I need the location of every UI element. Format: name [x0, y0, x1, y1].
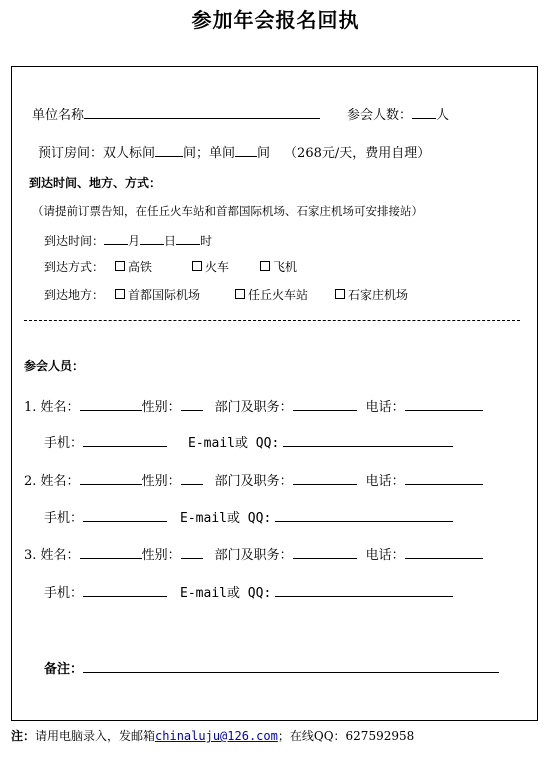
footer-qq: ；在线QQ：627592958 — [277, 729, 415, 743]
method-option-label: 飞机 — [273, 260, 298, 274]
dept-label: 部门及职务： — [214, 548, 293, 563]
room-row — [38, 144, 430, 162]
attendee-count-field[interactable] — [412, 106, 436, 119]
arrival-month-field[interactable] — [104, 232, 128, 245]
method-option-label: 高铁 — [128, 260, 153, 274]
gender-field[interactable] — [181, 398, 203, 411]
dept-label: 部门及职务： — [214, 474, 293, 489]
dept-field[interactable] — [293, 546, 357, 559]
mobile-label: 手机： — [44, 586, 84, 601]
dept-label: 部门及职务： — [214, 400, 293, 415]
arrival-time-row — [44, 232, 212, 249]
phone-field[interactable] — [405, 472, 483, 485]
unit-label: 单位名称 — [32, 108, 85, 123]
place-option-label: 任丘火车站 — [248, 288, 309, 302]
arrival-hour-field[interactable] — [176, 232, 200, 245]
mobile-field[interactable] — [83, 584, 167, 597]
unit-row — [32, 106, 320, 124]
phone-label: 电话： — [365, 400, 405, 415]
page-title: 参加年会报名回执 — [191, 8, 360, 32]
name-field[interactable] — [80, 546, 142, 559]
checkbox-plane[interactable] — [260, 261, 270, 271]
single-room-field[interactable] — [235, 144, 257, 157]
method-option-train[interactable] — [192, 260, 229, 275]
email-link[interactable]: chinaluju@126.com — [155, 729, 278, 743]
attendee-3-contact — [44, 584, 453, 602]
hour-label: 时 — [200, 234, 213, 248]
remarks-field[interactable] — [83, 660, 499, 673]
dept-field[interactable] — [293, 472, 357, 485]
attendee-2-contact — [44, 509, 453, 527]
arrival-place-label: 到达地方： — [44, 288, 105, 302]
room-prefix: 预订房间：双人标间 — [38, 146, 156, 161]
checkbox-capital-airport[interactable] — [115, 289, 125, 299]
method-option-plane[interactable] — [260, 260, 297, 275]
attendee-count-suffix: 人 — [436, 108, 450, 123]
phone-field[interactable] — [405, 398, 483, 411]
gender-label: 性别： — [141, 474, 181, 489]
gender-field[interactable] — [181, 472, 203, 485]
attendee-count-label: 参会人数： — [347, 108, 413, 123]
footer-note-label: 注： — [11, 729, 36, 743]
attendee-num: 2. — [24, 474, 37, 489]
dashed-divider — [24, 320, 520, 321]
remarks-label: 备注： — [44, 662, 84, 677]
email-field[interactable] — [283, 434, 453, 447]
mobile-label: 手机： — [44, 511, 84, 526]
method-option-gaotie[interactable] — [115, 260, 152, 275]
booking-note: （请提前订票告知，在任丘火车站和首都国际机场、石家庄机场可安排接站） — [32, 204, 423, 218]
remarks-row — [44, 660, 499, 678]
checkbox-sjz-airport[interactable] — [335, 289, 345, 299]
room-jian2: 间 — [257, 146, 271, 161]
phone-label: 电话： — [365, 474, 405, 489]
checkbox-gaotie[interactable] — [115, 261, 125, 271]
name-field[interactable] — [80, 472, 142, 485]
email-field[interactable] — [275, 584, 453, 597]
mobile-label: 手机： — [44, 436, 84, 451]
arrival-time-label: 到达时间： — [44, 234, 105, 248]
place-option-capital-airport[interactable] — [115, 288, 200, 303]
phone-label: 电话： — [365, 548, 405, 563]
gender-label: 性别： — [141, 548, 181, 563]
mobile-field[interactable] — [83, 509, 167, 522]
name-label: 姓名： — [40, 474, 80, 489]
attendees-header: 参会人员： — [24, 359, 85, 373]
attendee-1-contact — [44, 434, 453, 452]
name-field[interactable] — [80, 398, 142, 411]
arrival-day-field[interactable] — [140, 232, 164, 245]
form-frame — [11, 66, 538, 721]
attendee-count-row — [347, 106, 449, 124]
phone-field[interactable] — [405, 546, 483, 559]
day-label: 日 — [164, 234, 177, 248]
email-field[interactable] — [275, 509, 453, 522]
dept-field[interactable] — [293, 398, 357, 411]
attendee-2-row — [24, 472, 483, 490]
arrival-header: 到达时间、地方、方式： — [29, 176, 162, 190]
checkbox-renqiu-station[interactable] — [235, 289, 245, 299]
gender-label: 性别： — [141, 400, 181, 415]
footer-note — [11, 729, 414, 744]
place-option-renqiu-station[interactable] — [235, 288, 308, 303]
checkbox-train[interactable] — [192, 261, 202, 271]
email-label: E-mail或 QQ: — [188, 436, 280, 451]
email-label: E-mail或 QQ: — [180, 586, 272, 601]
place-option-label: 首都国际机场 — [128, 288, 201, 302]
double-room-field[interactable] — [155, 144, 183, 157]
room-price: （268元/天，费用自理） — [284, 146, 431, 161]
name-label: 姓名： — [40, 548, 80, 563]
mobile-field[interactable] — [83, 434, 167, 447]
arrival-method-label: 到达方式： — [44, 260, 105, 274]
place-option-label: 石家庄机场 — [348, 288, 409, 302]
name-label: 姓名： — [40, 400, 80, 415]
attendee-num: 1. — [24, 400, 37, 415]
footer-text: 请用电脑录入，发邮箱 — [35, 729, 156, 743]
gender-field[interactable] — [181, 546, 203, 559]
method-option-label: 火车 — [205, 260, 230, 274]
attendee-3-row — [24, 546, 483, 564]
month-label: 月 — [128, 234, 141, 248]
place-option-sjz-airport[interactable] — [335, 288, 408, 303]
attendee-num: 3. — [24, 548, 37, 563]
email-label: E-mail或 QQ: — [180, 511, 272, 526]
unit-field[interactable] — [84, 106, 320, 119]
room-jian1: 间；单间 — [183, 146, 236, 161]
attendee-1-row — [24, 398, 483, 416]
